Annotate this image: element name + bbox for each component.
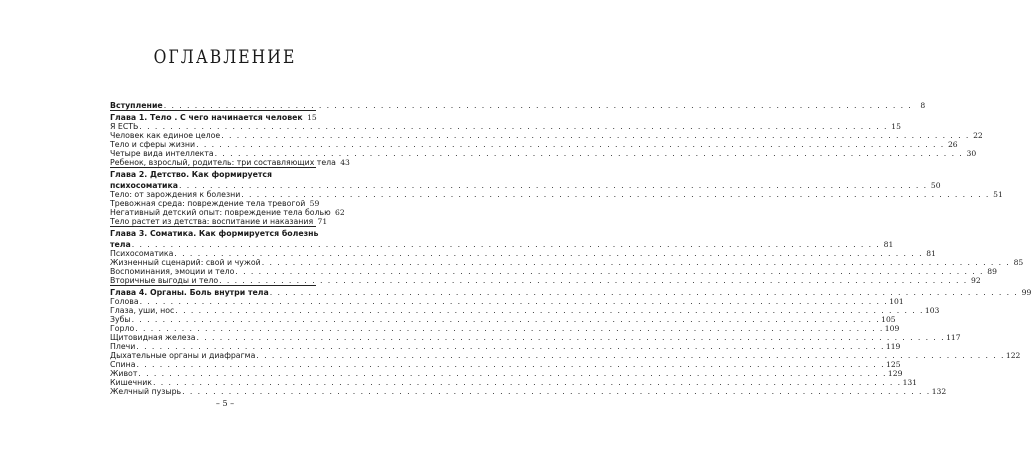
dot-leader [221,131,970,140]
dot-leader [219,276,968,285]
toc-entry [110,315,896,324]
toc-entry [110,181,941,190]
page-title: ОГЛАВЛЕНИЕ [153,46,297,68]
toc-entry-page: 101 [889,297,904,306]
dot-leader [132,315,881,324]
toc-entry [110,113,316,122]
toc-entry-page: 122 [1005,351,1021,360]
toc-entry-label: Вторичные выгоды и тело [110,276,219,285]
toc-entry-page: 71 [317,217,328,226]
toc-entry-label: Негативный детский опыт: повреждение тела болью [110,208,331,217]
toc-entry-label: Глаза, уши, нос [110,306,175,315]
toc-entry [110,324,900,333]
toc-entry-page: 26 [947,140,958,149]
toc-entry-page: 117 [946,333,961,342]
toc-entry-page: 50 [930,181,941,190]
toc-entry [110,378,918,387]
toc-entry [110,149,977,158]
page-number: – 5 – [215,399,235,408]
dot-leader [175,306,924,315]
toc-entry [110,306,940,315]
toc-entry-page: 59 [309,199,320,208]
toc-entry-page: 30 [966,149,977,158]
toc-entry-label: Вступление [110,101,163,110]
toc-entry [110,229,319,238]
toc-entry-label: Глава 1. Тело . С чего начинается человек [110,113,303,122]
toc-entry-page: 81 [883,240,894,249]
toc-entry [110,158,350,167]
toc-entry-page: 103 [924,306,940,315]
toc-entry [110,170,316,179]
toc-entry [110,131,983,140]
dot-leader [136,342,885,351]
dot-leader [235,267,984,276]
toc-entry-page: 119 [885,342,901,351]
toc-entry-page: 89 [987,267,997,276]
dot-leader [132,240,881,249]
section-divider [110,226,316,227]
dot-leader [256,351,1005,360]
dot-leader [179,181,928,190]
toc-entry-page: 85 [1013,258,1024,267]
toc-entry-label: Голова [110,297,139,306]
toc-entry-label: Зубы [110,315,131,324]
toc-entry [110,208,345,217]
toc-entry-page: 125 [886,360,901,369]
toc-entry-label: психосоматика [110,181,179,190]
toc-entry-page: 8 [920,101,926,110]
toc-entry [110,122,901,131]
dot-leader [153,378,902,387]
dot-leader [270,288,1019,297]
toc-entry-label: Ребенок, взрослый, родитель: три составляющих тела [110,158,336,167]
toc-entry [110,342,901,351]
toc-entry [110,333,961,342]
toc-entry [110,199,320,208]
toc-entry-page: 15 [307,113,317,122]
dot-leader [139,122,888,131]
dot-leader [164,101,913,110]
toc-entry-page: 81 [926,249,936,258]
toc-entry-page: 92 [970,276,981,285]
dot-leader [174,249,923,258]
dot-leader [215,149,964,158]
toc-entry-label: Тревожная среда: повреждение тела тревогой [110,199,306,208]
toc-entry-label: Дыхательные органы и диафрагма [110,351,256,360]
toc-entry-label: тела [110,240,131,249]
toc-entry [110,190,1003,199]
toc-entry-label: Щитовидная железа [110,333,196,342]
toc-entry [110,240,894,249]
toc-entry-label: Желчный пузырь [110,387,182,396]
dot-leader [140,297,889,306]
dot-leader [137,360,886,369]
toc-entry-page: 99 [1021,288,1031,297]
toc-entry [110,101,926,110]
toc-entry-page: 131 [902,378,918,387]
toc-entry-page: 43 [340,158,350,167]
dot-leader [135,324,884,333]
toc-entry-label: Четыре вида интеллекта [110,149,214,158]
toc-entry-label: Спина [110,360,136,369]
toc-entry-label: Глава 4. Органы. Боль внутри тела [110,288,269,297]
toc-entry-page: 132 [931,387,947,396]
toc-entry-label: Тело и сферы жизни [110,140,196,149]
toc-entry-page: 105 [881,315,896,324]
toc-entry [110,258,1024,267]
toc-entry [110,351,1021,360]
dot-leader [138,369,887,378]
toc-entry [110,140,958,149]
section-divider [110,167,316,168]
toc-entry-page: 22 [973,131,983,140]
toc-entry-label: Тело: от зарождения к болезни [110,190,241,199]
toc-entry [110,387,947,396]
toc-entry [110,267,997,276]
dot-leader [262,258,1011,267]
toc-entry-label: Воспоминания, эмоции и тело [110,267,235,276]
toc-entry-label: Живот [110,369,138,378]
toc-entry [110,276,981,285]
toc-entry-page: 109 [884,324,900,333]
toc-entry-label: Плечи [110,342,136,351]
toc-entry [110,360,901,369]
toc-entry-label: Жизненный сценарий: свой и чужой [110,258,261,267]
toc-entry [110,369,903,378]
toc-entry-label: Глава 2. Детство. Как формируется [110,170,273,179]
toc-entry [110,297,904,306]
dot-leader [196,140,945,149]
toc-entry [110,249,936,258]
toc-entry-page: 129 [887,369,903,378]
section-divider [110,285,316,286]
toc-entry-label: Кишечник [110,378,153,387]
dot-leader [182,387,931,396]
toc-entry-label: Горло [110,324,135,333]
section-divider [110,110,316,111]
toc-entry [110,217,328,226]
toc-entry-label: Я ЕСТЬ [110,122,139,131]
toc-entry-label: Глава 3. Соматика. Как формируется болезнь [110,229,319,238]
dot-leader [197,333,946,342]
toc-entry-page: 15 [891,122,901,131]
toc-entry [110,288,1031,297]
toc-entry-page: 51 [993,190,1003,199]
dot-leader [241,190,990,199]
toc-entry-page: 62 [335,208,345,217]
toc-entry-label: Человек как единое целое [110,131,221,140]
toc-entry-label: Тело растет из детства: воспитание и наказания [110,217,314,226]
toc-entry-label: Психосоматика [110,249,174,258]
